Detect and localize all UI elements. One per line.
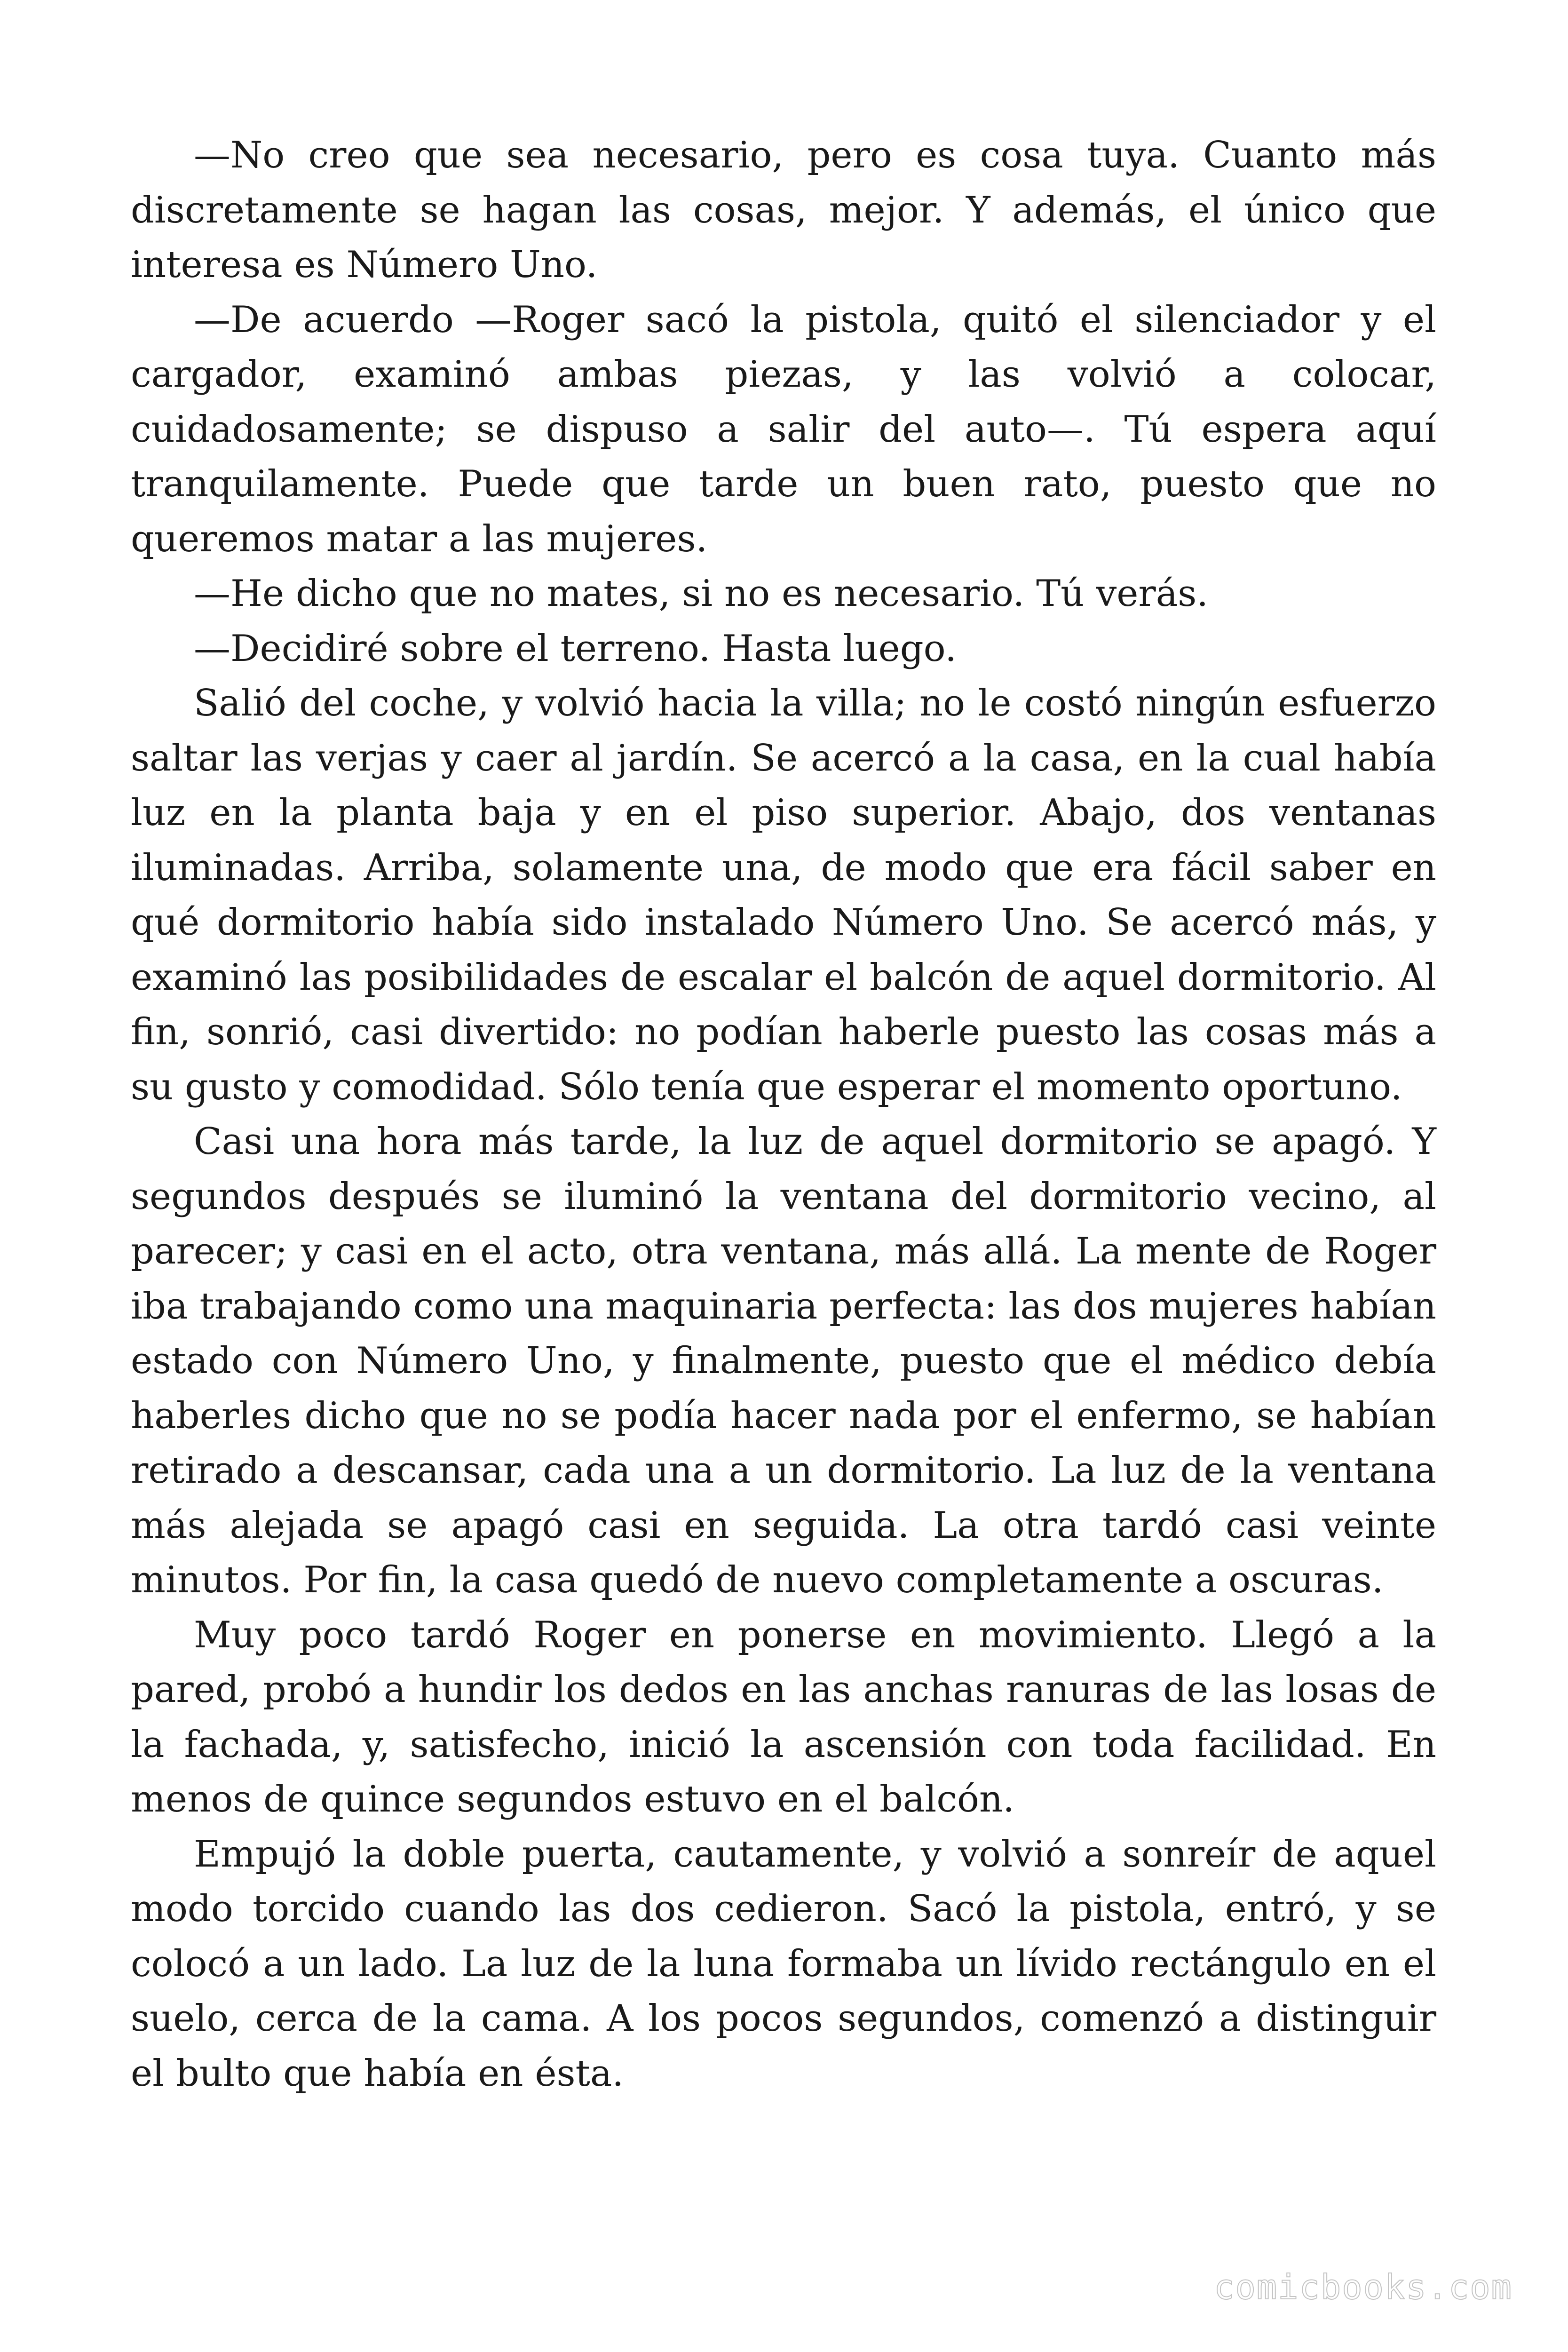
paragraph-1: —No creo que sea necesario, pero es cosa tuya. Cuanto más discretamente se hagan las cosas, mejor. Y además, el único que interesa es Número Uno. — [131, 134, 1436, 286]
paragraph-7: Muy poco tardó Roger en ponerse en movimiento. Llegó a la pared, probó a hundir los dedos en las anchas ranuras de las losas de la fachada, y, satisfecho, inició la ascensión con toda facilidad. En menos de quince segundos estuvo en el balcón. — [131, 1613, 1436, 1820]
paragraph-6: Casi una hora más tarde, la luz de aquel dormitorio se apagó. Y segundos después se iluminó la ventana del dormitorio vecino, al parecer; y casi en el acto, otra ventana, más allá. La mente de Roger iba trabajando como una maquinaria perfecta: las dos mujeres habían estado con Número Uno, y finalmente, puesto que el médico debía haberles dicho que no se podía hacer nada por el enfermo, se habían retirado a descansar, cada una a un dormitorio. La luz de la ventana más alejada se apagó casi en seguida. La otra tardó casi veinte minutos. Por fin, la casa quedó de nuevo completamente a oscuras. — [131, 1120, 1436, 1601]
paragraph-4: —Decidiré sobre el terreno. Hasta luego. — [194, 627, 957, 670]
paragraph-8: Empujó la doble puerta, cautamente, y volvió a sonreír de aquel modo torcido cuando las dos cedieron. Sacó la pistola, entró, y se colocó a un lado. La luz de la luna formaba un lívido rectángulo en el suelo, cerca de la cama. A los pocos segundos, comenzó a distinguir el bulto que había en ésta. — [131, 1833, 1436, 2095]
paragraph-3: —He dicho que no mates, si no es necesario. Tú verás. — [194, 572, 1209, 615]
page-body — [131, 128, 1436, 2101]
paragraph-5: Salió del coche, y volvió hacia la villa; no le costó ningún esfuerzo saltar las verjas y caer al jardín. Se acercó a la casa, en la cual había luz en la planta baja y en el piso superior. Abajo, dos ventanas iluminadas. Arriba, solamente una, de modo que era fácil saber en qué dormitorio había sido instalado Número Uno. Se acercó más, y examinó las posibilidades de escalar el balcón de aquel dormitorio. Al fin, sonrió, casi divertido: no podían haberle puesto las cosas más a su gusto y comodidad. Sólo tenía que esperar el momento oportuno. — [131, 682, 1436, 1108]
paragraph-2: —De acuerdo —Roger sacó la pistola, quitó el silenciador y el cargador, examinó ambas piezas, y las volvió a colocar, cuidadosamente; se dispuso a salir del auto—. Tú espera aquí tranquilamente. Puede que tarde un buen rato, puesto que no queremos matar a las mujeres. — [131, 298, 1436, 560]
watermark: comicbooks.com — [1214, 2267, 1513, 2307]
